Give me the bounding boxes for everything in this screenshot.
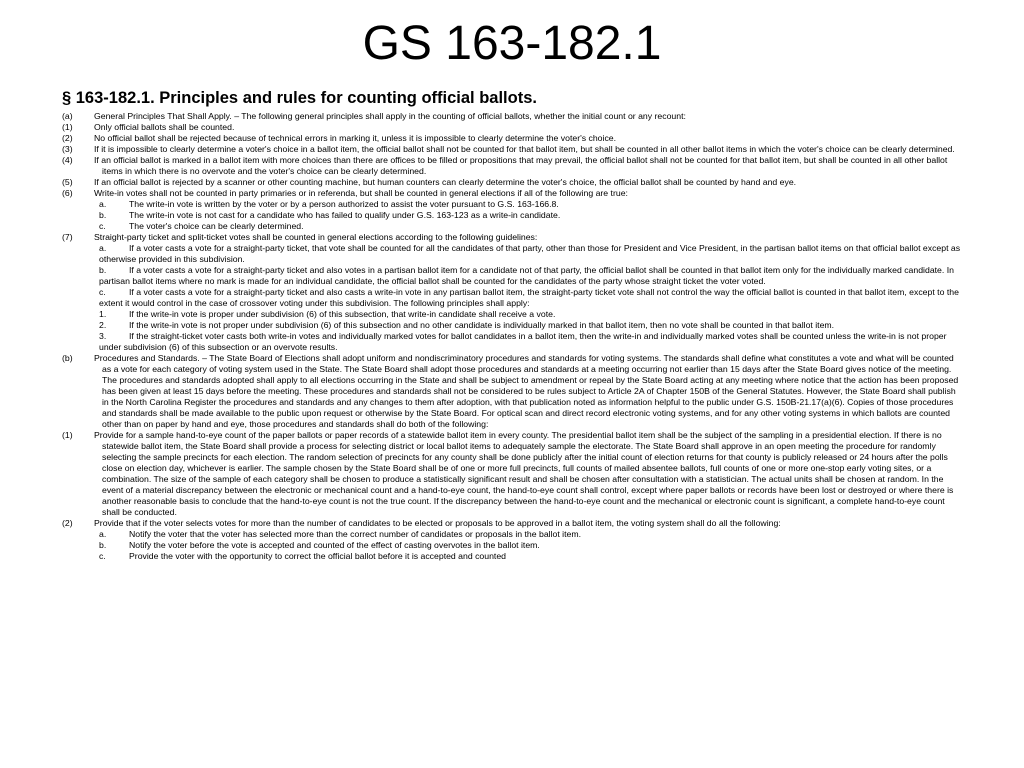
item-marker: (6) — [62, 188, 73, 198]
item-text: If a voter casts a vote for a straight-party ticket, that vote shall be counted for all the candidates of that party, other than those for President and Vice President, in the partisan ballot items on that official ballot except as otherwise provided in this subdivision. — [99, 243, 961, 264]
sub-item — [62, 199, 962, 210]
item-text: Straight-party ticket and split-ticket votes shall be counted in general elections according to the following guidelines: — [94, 232, 538, 242]
list-item — [62, 353, 962, 430]
item-text: If it is impossible to clearly determine a voter's choice in a ballot item, the official ballot shall not be counted for that ballot item, but shall be counted in all other ballot items in which the voter's choice can be clearly determined. — [94, 144, 955, 154]
item-marker: 3. — [99, 331, 107, 341]
list-item — [62, 122, 962, 133]
item-marker: 2. — [99, 320, 107, 330]
item-text: Provide that if the voter selects votes for more than the number of candidates to be elected or proposals to be approved in a ballot item, the voting system shall do all the following: — [94, 518, 781, 528]
list-item — [62, 430, 962, 518]
item-text: The voter's choice can be clearly determined. — [129, 221, 304, 231]
item-text: If a voter casts a vote for a straight-party ticket and also votes in a partisan ballot item for a candidate not of that party, the official ballot shall be counted in that ballot item only for the individually marked candidate. In partisan ballot items where no mark is made for an individual candidate, the official ballot shall be counted for the candidates of the party whose straight ticket the voter voted. — [99, 265, 954, 286]
item-marker: (a) — [62, 111, 73, 121]
item-text: Notify the voter before the vote is accepted and counted of the effect of casting overvotes in the ballot item. — [129, 540, 540, 550]
item-text: The write-in vote is written by the voter or by a person authorized to assist the voter pursuant to G.S. 163-166.8. — [129, 199, 559, 209]
item-text: If the write-in vote is not proper under subdivision (6) of this subsection and no other candidate is individually marked in that ballot item, then no vote shall be counted in that ballot item. — [129, 320, 835, 330]
sub-item — [62, 221, 962, 232]
list-item — [62, 232, 962, 243]
item-text: If the write-in vote is proper under subdivision (6) of this subsection, that write-in candidate shall receive a vote. — [129, 309, 556, 319]
item-text: No official ballot shall be rejected because of technical errors in marking it, unless it is impossible to clearly determine the voter's choice. — [94, 133, 617, 143]
item-marker: (5) — [62, 177, 73, 187]
item-marker: 1. — [99, 309, 107, 319]
page-title: GS 163-182.1 — [362, 17, 662, 70]
item-marker: a. — [99, 199, 107, 209]
item-marker: b. — [99, 210, 107, 220]
item-marker: (4) — [62, 155, 73, 165]
list-item — [62, 144, 962, 155]
sub-item — [62, 243, 962, 265]
sub-item — [62, 540, 962, 551]
list-item — [62, 133, 962, 144]
statute-list — [62, 111, 962, 562]
item-text: Write-in votes shall not be counted in party primaries or in referenda, but shall be counted in general elections if all of the following are true: — [94, 188, 628, 198]
item-text: Provide the voter with the opportunity to correct the official ballot before it is accepted and counted — [129, 551, 507, 561]
item-marker: (b) — [62, 353, 73, 363]
item-text: Notify the voter that the voter has selected more than the correct number of candidates or proposals in the ballot item. — [129, 529, 581, 539]
list-item — [62, 155, 962, 177]
item-text: General Principles That Shall Apply. – The following general principles shall apply in the counting of official ballots, whether the initial count or any recount: — [94, 111, 686, 121]
item-marker: c. — [99, 221, 106, 231]
item-marker: (2) — [62, 518, 73, 528]
section-heading: § 163-182.1. Principles and rules for counting official ballots. — [62, 89, 537, 107]
item-text: Procedures and Standards. – The State Board of Elections shall adopt uniform and nondiscriminatory procedures and standards for voting systems. The standards shall define what constitutes a vote and what will be counted as a vote for each category of voting system used in the State. The State Board shall adopt those procedures and standards at a meeting occurring not earlier than 15 days after the State Board gives notice of the meeting. The procedures and standards adopted shall apply to all elections occurring in the State and shall be subject to amendment or repeal by the State Board acting at any meeting where notice that the action has been proposed has been given at least 15 days before the meeting. These procedures and standards shall not be considered to be rules subject to Article 2A of Chapter 150B of the General Statutes. However, the State Board shall publish in the North Carolina Register the procedures and standards and any changes to them after adoption, with that publication noted as information helpful to the public under G.S. 150B-21.17(a)(6). Copies of those procedures and standards shall be made available to the public upon request or otherwise by the State Board. For optical scan and direct record electronic voting systems, and for any other voting systems in which ballots are counted other than on paper by hand and eye, those procedures and standards shall do both of the following: — [94, 353, 959, 429]
sub-item — [62, 551, 962, 562]
item-text: If the straight-ticket voter casts both write-in votes and individually marked votes for ballot candidates in a ballot item, then the write-in and individually marked votes shall be counted unless the write-in is not proper under subdivision (6) of this subsection or an overvote results. — [99, 331, 947, 352]
item-marker: a. — [99, 529, 107, 539]
sub-item — [62, 529, 962, 540]
item-marker: (1) — [62, 430, 73, 440]
item-text: Provide for a sample hand-to-eye count of the paper ballots or paper records of a statewide ballot item in every county. The presidential ballot item shall be the subject of the sampling in a presidential election. If there is no statewide ballot item, the State Board shall provide a process for selecting district or local ballot items to adequately sample the electorate. The State Board shall approve in an open meeting the procedure for randomly selecting the sample precincts for each election. The random selection of precincts for any county shall be done publicly after the initial count of election returns for that county is publicly released or 24 hours after the polls close on election day, whichever is earlier. The sample chosen by the State Board shall be of one or more full precincts, full counts of mailed absentee ballots, full counts of one or more one-stop early voting sites, or a combination. The size of the sample of each category shall be chosen to produce a statistically significant result and shall be chosen after consultation with a statistician. The actual units shall be chosen at random. In the event of a material discrepancy between the electronic or mechanical count and a hand-to-eye count, the hand-to-eye count shall control, except where paper ballots or records have been lost or destroyed or where there is another reasonable basis to conclude that the hand-to-eye count is not the true count. If the discrepancy between the hand-to-eye count and the mechanical or electronic count is significant, a complete hand-to-eye count shall be conducted. — [94, 430, 954, 517]
item-marker: b. — [99, 265, 107, 275]
item-text: The write-in vote is not cast for a candidate who has failed to qualify under G.S. 163-123 as a write-in candidate. — [129, 210, 561, 220]
item-marker: (3) — [62, 144, 73, 154]
item-text: If an official ballot is marked in a ballot item with more choices than there are offices to be filled or propositions that may prevail, the official ballot shall not be counted for that ballot item, but shall be counted in all other ballot items in which there is no overvote and the voter's choice can be clearly determined. — [94, 155, 948, 176]
list-item — [62, 111, 962, 122]
item-text: If an official ballot is rejected by a scanner or other counting machine, but human counters can clearly determine the voter's choice, the official ballot shall be counted by hand and eye. — [94, 177, 797, 187]
list-item — [62, 188, 962, 199]
item-marker: (7) — [62, 232, 73, 242]
item-marker: b. — [99, 540, 107, 550]
item-marker: c. — [99, 287, 106, 297]
sub-item — [62, 331, 962, 353]
sub-item — [62, 210, 962, 221]
sub-item — [62, 320, 962, 331]
sub-item — [62, 265, 962, 287]
sub-item — [62, 309, 962, 320]
item-marker: (1) — [62, 122, 73, 132]
item-marker: c. — [99, 551, 106, 561]
statute-body — [62, 87, 962, 562]
list-item — [62, 518, 962, 529]
item-marker: a. — [99, 243, 107, 253]
item-text: Only official ballots shall be counted. — [94, 122, 235, 132]
sub-item — [62, 287, 962, 309]
list-item — [62, 177, 962, 188]
item-marker: (2) — [62, 133, 73, 143]
item-text: If a voter casts a vote for a straight-party ticket and also casts a write-in vote in any partisan ballot item, the straight-party ticket vote shall not control the way the official ballot is counted in that ballot item, except to the extent it would control in the case of crossover voting under this subdivision. The following principles shall apply: — [99, 287, 959, 308]
